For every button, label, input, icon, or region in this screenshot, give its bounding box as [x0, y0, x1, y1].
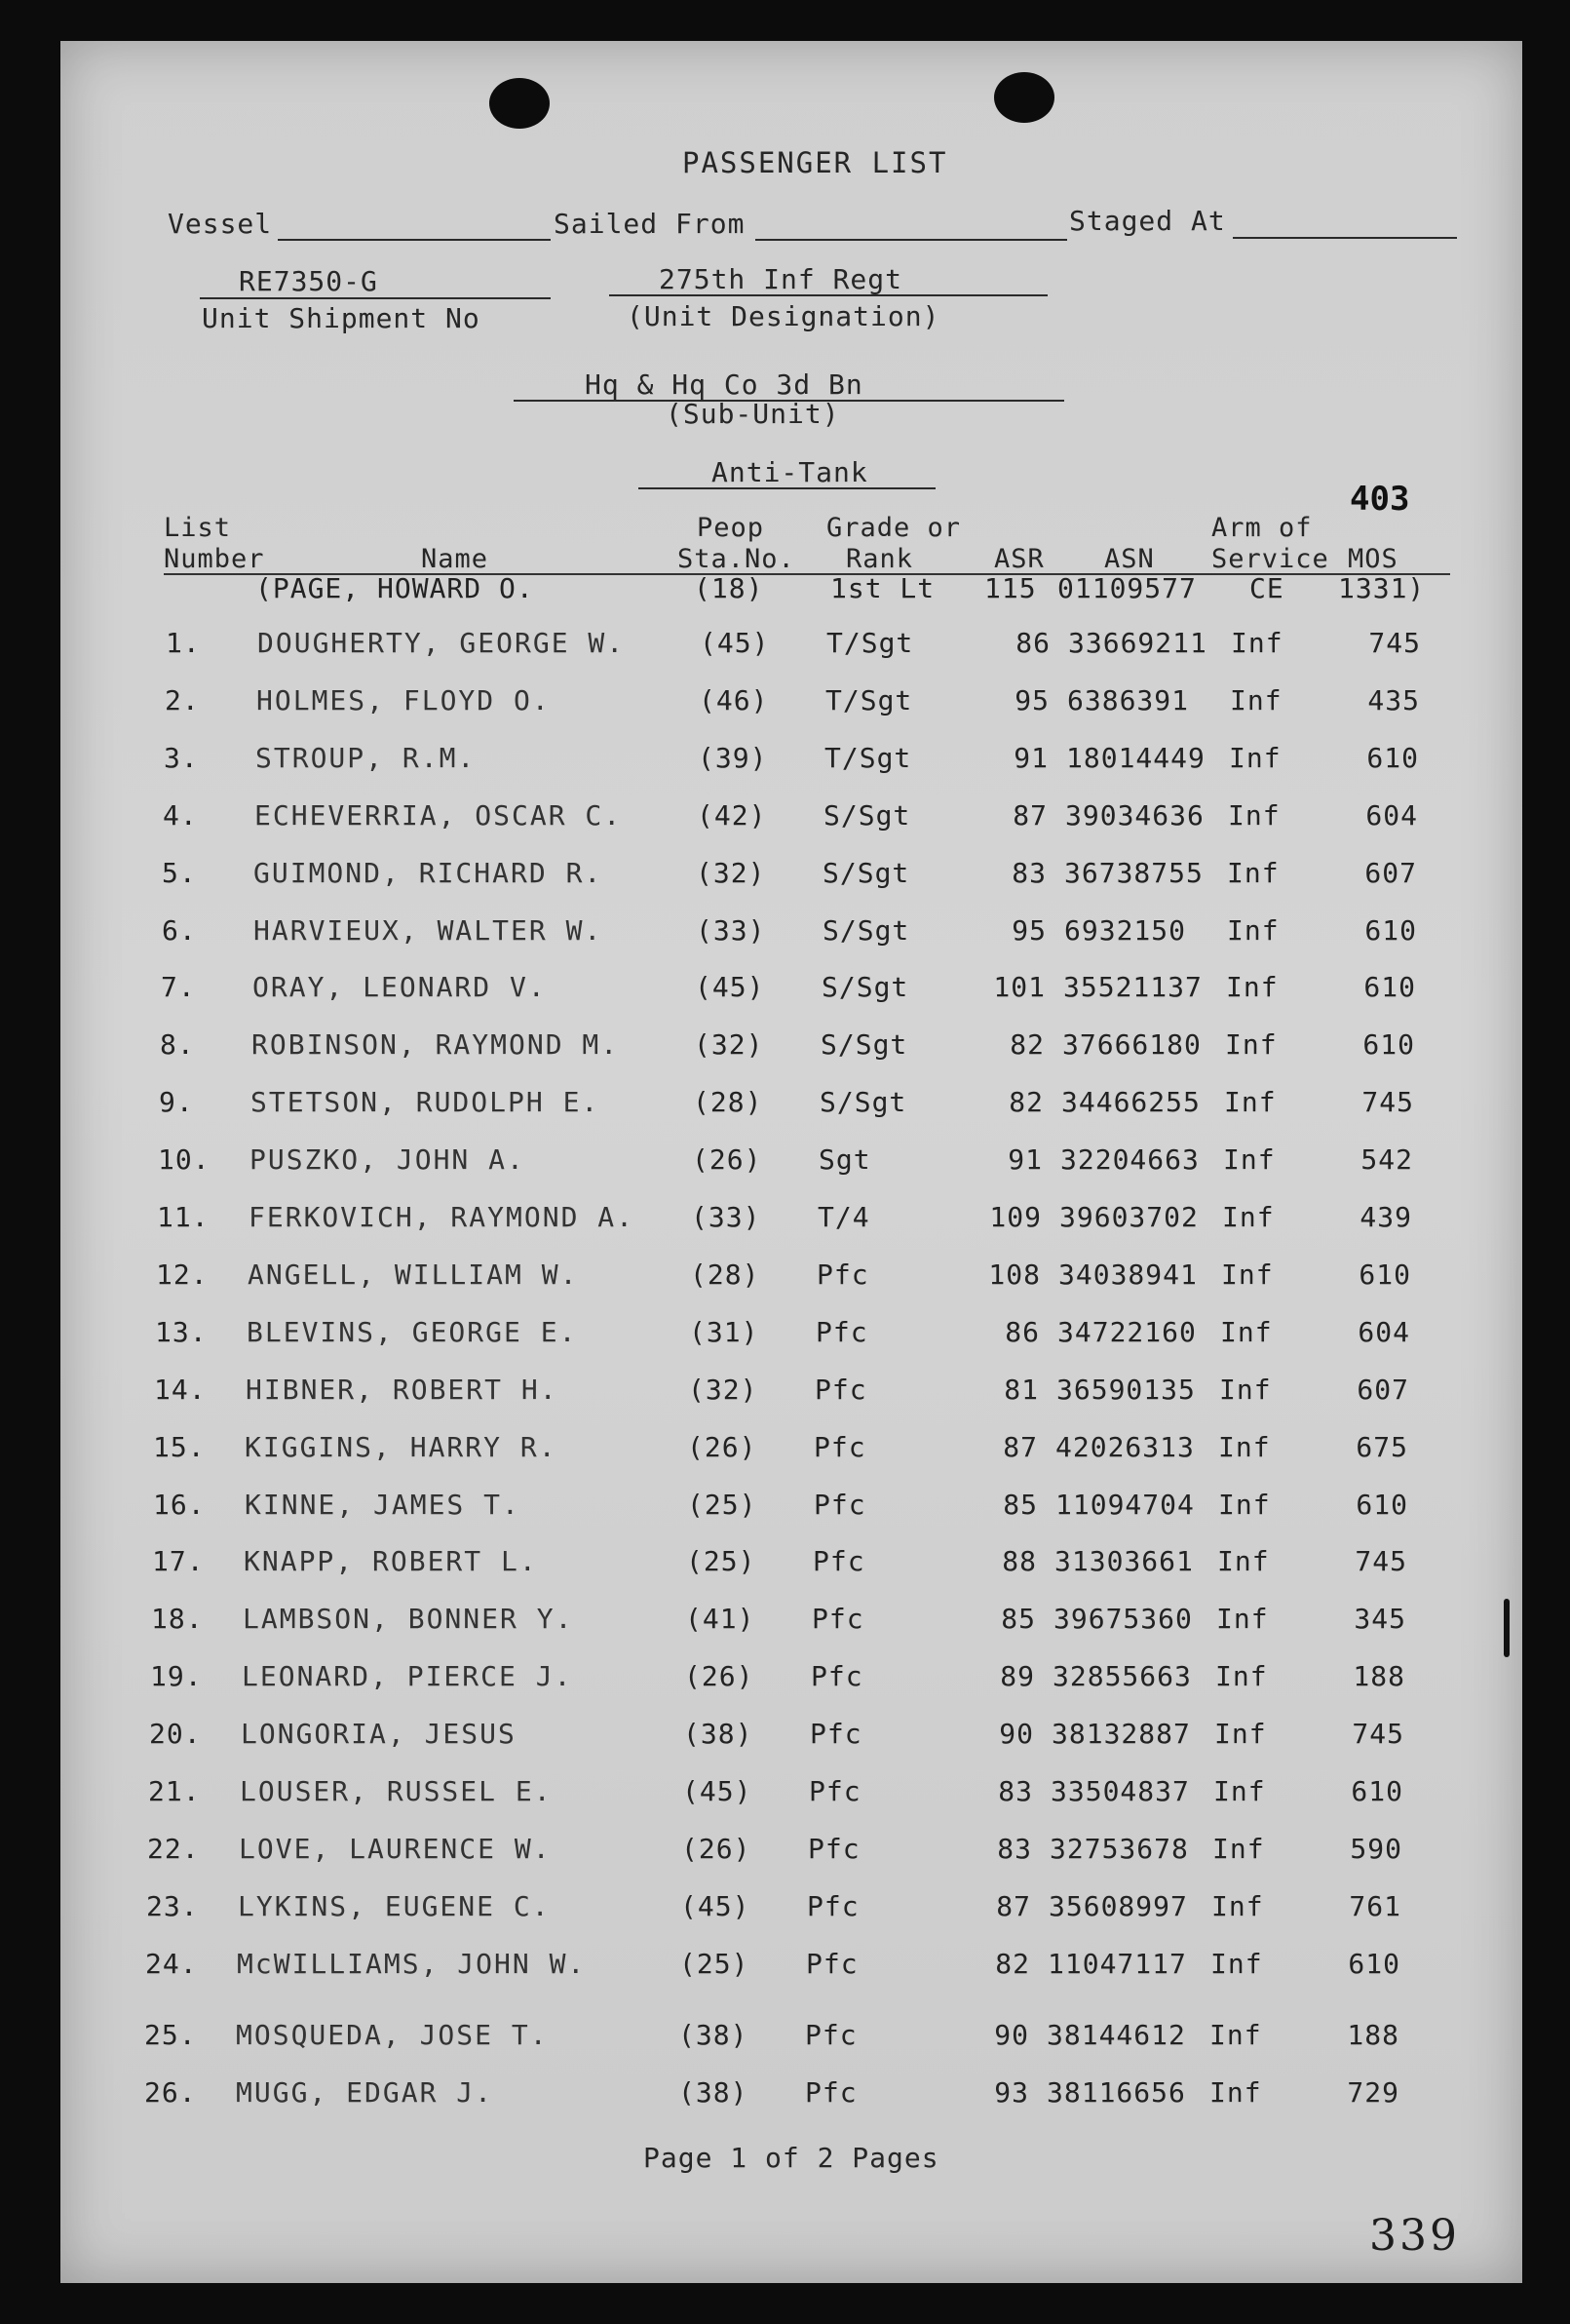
- cell-name: STROUP, R.M.: [255, 742, 477, 774]
- cell-arm: Inf: [1223, 1143, 1276, 1176]
- cell-grade: Pfc: [814, 1489, 866, 1521]
- cell-asr: 82: [995, 1948, 1030, 1980]
- cell-name: MUGG, EDGAR J.: [236, 2076, 494, 2109]
- cell-mos: 745: [1355, 1545, 1407, 1577]
- cell-name: LEONARD, PIERCE J.: [242, 1660, 573, 1692]
- header-list-number-2: Number: [164, 544, 265, 574]
- extra-entry-peop: (18): [694, 572, 764, 604]
- table-row: [0, 1431, 1565, 1470]
- cell-asr: 90: [994, 2019, 1029, 2051]
- cell-peop: (31): [689, 1316, 759, 1348]
- table-row: [0, 1890, 1558, 1929]
- cell-asn: 42026313: [1055, 1431, 1195, 1463]
- cell-num: 26.: [144, 2076, 197, 2109]
- cell-mos: 610: [1356, 1489, 1408, 1521]
- cell-num: 10.: [158, 1143, 211, 1176]
- section-name: Anti-Tank: [711, 456, 868, 488]
- cell-arm: Inf: [1219, 1374, 1272, 1406]
- punch-hole-right: [994, 72, 1054, 123]
- extra-entry-row: [0, 572, 1570, 611]
- cell-asr: 90: [999, 1718, 1034, 1750]
- cell-asr: 87: [1003, 1431, 1038, 1463]
- table-row: [0, 1316, 1567, 1355]
- cell-peop: (26): [684, 1660, 754, 1692]
- cell-name: DOUGHERTY, GEORGE W.: [257, 627, 626, 659]
- table-row: [3, 971, 1570, 1010]
- cell-asr: 89: [1000, 1660, 1035, 1692]
- cell-num: 23.: [146, 1890, 199, 1922]
- cell-grade: Pfc: [816, 1316, 868, 1348]
- cell-asr: 91: [1008, 1143, 1043, 1176]
- sub-unit-label: (Sub-Unit): [666, 398, 840, 430]
- header-list-number-1: List: [164, 513, 232, 543]
- table-row: [0, 1259, 1568, 1298]
- unit-designation: 275th Inf Regt: [659, 263, 903, 295]
- cell-peop: (41): [685, 1603, 755, 1635]
- cell-grade: S/Sgt: [821, 1028, 908, 1061]
- cell-mos: 604: [1358, 1316, 1410, 1348]
- cell-grade: T/Sgt: [825, 684, 913, 717]
- cell-peop: (45): [682, 1775, 752, 1807]
- header-peop-2: Sta.No.: [677, 544, 795, 574]
- cell-num: 9.: [159, 1086, 194, 1118]
- cell-asn: 38132887: [1052, 1718, 1191, 1750]
- cell-asr: 85: [1003, 1489, 1038, 1521]
- cell-num: 19.: [150, 1660, 203, 1692]
- cell-asn: 18014449: [1066, 742, 1206, 774]
- cell-asn: 39675360: [1053, 1603, 1193, 1635]
- cell-num: 4.: [163, 799, 198, 832]
- unit-designation-line: [609, 294, 1048, 296]
- extra-entry-mos: 1331): [1338, 572, 1426, 604]
- table-row: [0, 1660, 1562, 1699]
- cell-grade: S/Sgt: [823, 799, 911, 832]
- cell-asn: 39034636: [1065, 799, 1205, 832]
- table-row: [0, 1833, 1559, 1872]
- cell-num: 7.: [161, 971, 196, 1003]
- cell-asn: 35608997: [1049, 1890, 1188, 1922]
- cell-name: HIBNER, ROBERT H.: [246, 1374, 558, 1406]
- cell-mos: 610: [1363, 971, 1416, 1003]
- cell-grade: T/4: [818, 1201, 870, 1233]
- cell-asr: 86: [1005, 1316, 1040, 1348]
- cell-mos: 542: [1360, 1143, 1413, 1176]
- cell-asr: 82: [1010, 1028, 1045, 1061]
- cell-arm: Inf: [1224, 1086, 1277, 1118]
- cell-arm: Inf: [1216, 1603, 1269, 1635]
- page-footer: Page 1 of 2 Pages: [643, 2142, 939, 2174]
- cell-peop: (32): [688, 1374, 758, 1406]
- section-line: [638, 487, 936, 489]
- cell-name: STETSON, RUDOLPH E.: [250, 1086, 600, 1118]
- table-row: [7, 684, 1570, 723]
- cell-num: 11.: [157, 1201, 210, 1233]
- cell-asr: 83: [998, 1775, 1033, 1807]
- cell-grade: Pfc: [815, 1374, 867, 1406]
- cell-grade: Pfc: [817, 1259, 869, 1291]
- cell-mos: 604: [1365, 799, 1418, 832]
- cell-asn: 34466255: [1061, 1086, 1201, 1118]
- cell-name: LAMBSON, BONNER Y.: [243, 1603, 574, 1635]
- cell-mos: 675: [1356, 1431, 1408, 1463]
- cell-name: GUIMOND, RICHARD R.: [253, 857, 603, 889]
- header-name: Name: [421, 544, 489, 574]
- staged-at-label: Staged At: [1069, 205, 1226, 237]
- cell-asn: 35521137: [1063, 971, 1203, 1003]
- table-row: [4, 914, 1570, 953]
- table-row: [0, 1603, 1563, 1642]
- unit-designation-label: (Unit Designation): [627, 300, 940, 332]
- table-row: [1, 1086, 1570, 1125]
- cell-asr: 95: [1012, 914, 1047, 947]
- cell-peop: (28): [690, 1259, 760, 1291]
- staged-at-field-line: [1233, 237, 1457, 239]
- cell-name: PUSZKO, JOHN A.: [249, 1143, 525, 1176]
- cell-asr: 83: [1012, 857, 1047, 889]
- cell-grade: Pfc: [806, 1948, 859, 1980]
- table-row: [0, 1374, 1566, 1413]
- cell-asr: 83: [997, 1833, 1032, 1865]
- cell-arm: Inf: [1222, 1201, 1275, 1233]
- table-row: [5, 799, 1570, 838]
- cell-num: 6.: [162, 914, 197, 947]
- cell-asn: 6932150: [1064, 914, 1187, 947]
- cell-peop: (38): [683, 1718, 753, 1750]
- cell-peop: (38): [678, 2076, 748, 2109]
- cell-peop: (45): [700, 627, 770, 659]
- punch-hole-left: [489, 78, 550, 129]
- cell-grade: Pfc: [809, 1775, 862, 1807]
- cell-name: ROBINSON, RAYMOND M.: [251, 1028, 620, 1061]
- cell-name: MOSQUEDA, JOSE T.: [236, 2019, 549, 2051]
- cell-name: LOVE, LAURENCE W.: [239, 1833, 552, 1865]
- cell-peop: (45): [680, 1890, 750, 1922]
- cell-grade: S/Sgt: [823, 914, 910, 947]
- cell-grade: T/Sgt: [824, 742, 912, 774]
- cell-asn: 32855663: [1053, 1660, 1192, 1692]
- cell-asr: 86: [1015, 627, 1051, 659]
- cell-grade: T/Sgt: [826, 627, 914, 659]
- cell-arm: Inf: [1220, 1316, 1273, 1348]
- cell-asn: 37666180: [1062, 1028, 1202, 1061]
- cell-asn: 38116656: [1047, 2076, 1186, 2109]
- table-row: [0, 1545, 1564, 1584]
- cell-mos: 610: [1364, 914, 1417, 947]
- cell-peop: (33): [691, 1201, 761, 1233]
- table-row: [0, 1948, 1557, 1987]
- cell-peop: (39): [698, 742, 768, 774]
- cell-peop: (42): [697, 799, 767, 832]
- cell-num: 5.: [162, 857, 197, 889]
- cell-peop: (33): [696, 914, 766, 947]
- cell-grade: Pfc: [805, 2076, 858, 2109]
- cell-peop: (45): [695, 971, 765, 1003]
- cell-peop: (32): [696, 857, 766, 889]
- cell-name: ECHEVERRIA, OSCAR C.: [254, 799, 623, 832]
- cell-mos: 188: [1347, 2019, 1399, 2051]
- cell-arm: Inf: [1211, 1890, 1264, 1922]
- cell-mos: 761: [1349, 1890, 1401, 1922]
- cell-mos: 435: [1367, 684, 1420, 717]
- cell-mos: 610: [1359, 1259, 1411, 1291]
- cell-mos: 610: [1366, 742, 1419, 774]
- extra-entry-name: (PAGE, HOWARD O.: [255, 572, 534, 604]
- cell-peop: (26): [692, 1143, 762, 1176]
- cell-mos: 345: [1354, 1603, 1406, 1635]
- cell-asn: 32204663: [1060, 1143, 1200, 1176]
- cell-arm: Inf: [1226, 971, 1279, 1003]
- cell-arm: Inf: [1218, 1431, 1271, 1463]
- extra-entry-grade: 1st Lt: [830, 572, 936, 604]
- cell-grade: Pfc: [811, 1660, 863, 1692]
- cell-name: KNAPP, ROBERT L.: [244, 1545, 538, 1577]
- cell-asn: 11047117: [1048, 1948, 1187, 1980]
- cell-asn: 38144612: [1047, 2019, 1186, 2051]
- cell-arm: Inf: [1214, 1718, 1267, 1750]
- cell-grade: Pfc: [813, 1545, 865, 1577]
- cell-asn: 36738755: [1064, 857, 1204, 889]
- cell-asn: 31303661: [1054, 1545, 1194, 1577]
- cell-arm: Inf: [1213, 1775, 1266, 1807]
- cell-num: 3.: [164, 742, 199, 774]
- cell-name: ORAY, LEONARD V.: [252, 971, 547, 1003]
- cell-name: FERKOVICH, RAYMOND A.: [249, 1201, 635, 1233]
- cell-mos: 439: [1359, 1201, 1412, 1233]
- cell-asr: 88: [1002, 1545, 1037, 1577]
- sub-unit: Hq & Hq Co 3d Bn: [585, 368, 863, 401]
- cell-mos: 590: [1350, 1833, 1402, 1865]
- sailed-from-label: Sailed From: [554, 208, 746, 240]
- header-asn: ASN: [1104, 544, 1155, 574]
- header-mos: MOS: [1348, 544, 1398, 574]
- cell-peop: (26): [687, 1431, 757, 1463]
- cell-num: 1.: [166, 627, 201, 659]
- table-row: [8, 627, 1570, 666]
- cell-asr: 82: [1009, 1086, 1044, 1118]
- cell-num: 17.: [152, 1545, 205, 1577]
- cell-peop: (28): [693, 1086, 763, 1118]
- cell-asr: 85: [1001, 1603, 1036, 1635]
- table-row: [6, 742, 1570, 781]
- cell-mos: 610: [1351, 1775, 1403, 1807]
- cell-asr: 87: [996, 1890, 1031, 1922]
- cell-name: BLEVINS, GEORGE E.: [247, 1316, 578, 1348]
- cell-arm: Inf: [1209, 2019, 1262, 2051]
- cell-num: 25.: [144, 2019, 197, 2051]
- header-asr: ASR: [994, 544, 1045, 574]
- cell-grade: S/Sgt: [823, 857, 910, 889]
- cell-name: McWILLIAMS, JOHN W.: [237, 1948, 587, 1980]
- cell-mos: 188: [1353, 1660, 1405, 1692]
- cell-grade: S/Sgt: [820, 1086, 907, 1118]
- cell-grade: Pfc: [807, 1890, 860, 1922]
- cell-mos: 610: [1348, 1948, 1400, 1980]
- vessel-label: Vessel: [168, 208, 273, 240]
- header-grade-1: Grade or: [826, 513, 962, 543]
- cell-asn: 36590135: [1056, 1374, 1196, 1406]
- handwritten-page-number: 339: [1369, 2211, 1460, 2261]
- cell-asn: 34038941: [1058, 1259, 1198, 1291]
- cell-num: 16.: [153, 1489, 206, 1521]
- cell-arm: Inf: [1212, 1833, 1265, 1865]
- cell-mos: 745: [1368, 627, 1421, 659]
- cell-mos: 729: [1347, 2076, 1399, 2109]
- table-row: [0, 1143, 1570, 1182]
- cell-peop: (46): [699, 684, 769, 717]
- cell-arm: Inf: [1217, 1545, 1270, 1577]
- extra-entry-asn: 01109577: [1057, 572, 1197, 604]
- cell-num: 8.: [160, 1028, 195, 1061]
- sailed-from-field-line: [755, 239, 1067, 241]
- edge-mark: [1504, 1599, 1510, 1657]
- cell-asr: 101: [993, 971, 1046, 1003]
- cell-num: 18.: [151, 1603, 204, 1635]
- cell-asn: 11094704: [1055, 1489, 1195, 1521]
- cell-peop: (25): [687, 1489, 757, 1521]
- cell-asn: 33504837: [1051, 1775, 1190, 1807]
- unit-shipment-line: [200, 297, 551, 299]
- table-row: [0, 1718, 1561, 1757]
- cell-asr: 93: [994, 2076, 1029, 2109]
- unit-shipment-label: Unit Shipment No: [202, 302, 480, 334]
- cell-num: 2.: [165, 684, 200, 717]
- cell-name: KIGGINS, HARRY R.: [245, 1431, 557, 1463]
- cell-asr: 81: [1004, 1374, 1039, 1406]
- page-title: PASSENGER LIST: [682, 146, 948, 179]
- table-row: [2, 1028, 1570, 1067]
- cell-mos: 745: [1361, 1086, 1414, 1118]
- cell-peop: (38): [678, 2019, 748, 2051]
- cell-asr: 95: [1015, 684, 1050, 717]
- cell-arm: Inf: [1229, 742, 1282, 774]
- unit-shipment-no: RE7350-G: [239, 265, 378, 297]
- cell-grade: Pfc: [808, 1833, 861, 1865]
- cell-arm: Inf: [1231, 627, 1283, 659]
- cell-mos: 607: [1364, 857, 1417, 889]
- cell-name: HOLMES, FLOYD O.: [256, 684, 551, 717]
- cell-name: LYKINS, EUGENE C.: [238, 1890, 551, 1922]
- cell-name: HARVIEUX, WALTER W.: [253, 914, 603, 947]
- cell-arm: Inf: [1210, 1948, 1263, 1980]
- header-arm-2: Service: [1211, 544, 1329, 574]
- cell-peop: (26): [681, 1833, 751, 1865]
- cell-num: 12.: [156, 1259, 209, 1291]
- cell-asn: 34722160: [1057, 1316, 1197, 1348]
- cell-arm: Inf: [1227, 914, 1280, 947]
- cell-name: ANGELL, WILLIAM W.: [248, 1259, 579, 1291]
- cell-asn: 39603702: [1059, 1201, 1199, 1233]
- cell-asr: 87: [1013, 799, 1048, 832]
- cell-asr: 108: [988, 1259, 1041, 1291]
- cell-grade: Pfc: [814, 1431, 866, 1463]
- cell-asn: 32753678: [1050, 1833, 1189, 1865]
- cell-grade: Pfc: [812, 1603, 864, 1635]
- cell-asn: 33669211: [1068, 627, 1207, 659]
- cell-mos: 610: [1362, 1028, 1415, 1061]
- table-row: [4, 857, 1570, 896]
- cell-name: KINNE, JAMES T.: [245, 1489, 520, 1521]
- cell-peop: (32): [694, 1028, 764, 1061]
- extra-entry-arm: CE: [1249, 572, 1284, 604]
- table-row: [0, 2019, 1556, 2058]
- cell-asn: 6386391: [1067, 684, 1190, 717]
- cell-arm: Inf: [1221, 1259, 1274, 1291]
- cell-name: LONGORIA, JESUS: [241, 1718, 517, 1750]
- cell-arm: Inf: [1227, 857, 1280, 889]
- table-row: [0, 1775, 1560, 1814]
- cell-asr: 91: [1014, 742, 1049, 774]
- table-row: [0, 1201, 1569, 1240]
- cell-grade: S/Sgt: [822, 971, 909, 1003]
- extra-entry-asr: 115: [984, 572, 1037, 604]
- cell-num: 22.: [147, 1833, 200, 1865]
- cell-arm: Inf: [1225, 1028, 1278, 1061]
- header-grade-2: Rank: [846, 544, 914, 574]
- cell-arm: Inf: [1228, 799, 1281, 832]
- header-arm-1: Arm of: [1211, 513, 1313, 543]
- cell-grade: Pfc: [810, 1718, 862, 1750]
- cell-arm: Inf: [1230, 684, 1283, 717]
- cell-peop: (25): [686, 1545, 756, 1577]
- cell-num: 20.: [149, 1718, 202, 1750]
- cell-name: LOUSER, RUSSEL E.: [240, 1775, 553, 1807]
- cell-num: 15.: [153, 1431, 206, 1463]
- cell-asr: 109: [989, 1201, 1042, 1233]
- cell-grade: Pfc: [805, 2019, 858, 2051]
- cell-arm: Inf: [1209, 2076, 1262, 2109]
- cell-peop: (25): [679, 1948, 749, 1980]
- cell-num: 21.: [148, 1775, 201, 1807]
- vessel-field-line: [278, 239, 551, 241]
- cell-num: 14.: [154, 1374, 207, 1406]
- cell-mos: 745: [1352, 1718, 1404, 1750]
- cell-num: 24.: [145, 1948, 198, 1980]
- stamp-number: 403: [1350, 480, 1410, 519]
- cell-num: 13.: [155, 1316, 208, 1348]
- cell-grade: Sgt: [819, 1143, 871, 1176]
- cell-arm: Inf: [1218, 1489, 1271, 1521]
- cell-arm: Inf: [1215, 1660, 1268, 1692]
- cell-mos: 607: [1357, 1374, 1409, 1406]
- table-row: [0, 2076, 1556, 2115]
- table-row: [0, 1489, 1565, 1528]
- header-peop-1: Peop: [697, 513, 765, 543]
